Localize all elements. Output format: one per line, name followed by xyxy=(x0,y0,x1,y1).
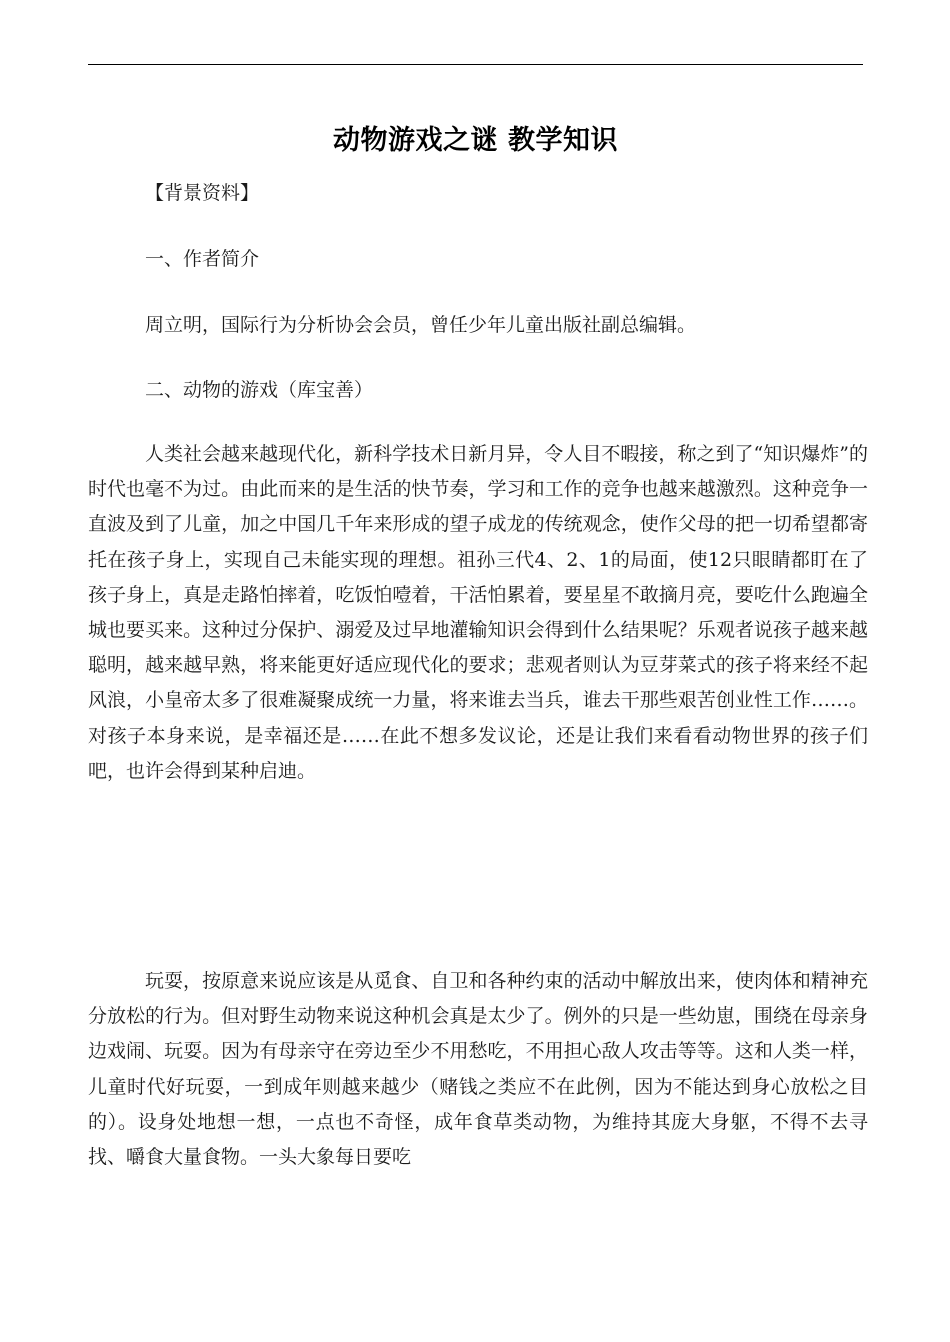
body-paragraph-1: 人类社会越来越现代化，新科学技术日新月异，令人目不暇接，称之到了“知识爆炸”的时代也毫不为过。由此而来的是生活的快节奏，学习和工作的竞争也越来越激烈。这种竞争一直波及到了儿童，加之中国几千年来形成的望子成龙的传统观念，使作父母的把一切希望都寄托在孩子身上，实现自己未能实现的理想。祖孙三代4、2、1的局面，使12只眼睛都盯在了孩子身上，真是走路怕摔着，吃饭怕噎着，干活怕累着，要星星不敢摘月亮，要吃什么跑遍全城也要买来。这种过分保护、溺爱及过早地灌输知识会得到什么结果呢？乐观者说孩子越来越聪明，越来越早熟，将来能更好适应现代化的要求；悲观者则认为豆芽菜式的孩子将来经不起风浪，小皇帝太多了很难凝聚成统一力量，将来谁去当兵，谁去干那些艰苦创业性工作……。对孩子本身来说，是幸福还是……在此不想多发议论，还是让我们来看看动物世界的孩子们吧，也许会得到某种启迪。 xyxy=(88,443,868,782)
section2-heading: 二、动物的游戏（库宝善） xyxy=(145,379,374,401)
background-heading: 【背景资料】 xyxy=(145,182,260,204)
body-paragraph-2: 玩耍，按原意来说应该是从觅食、自卫和各种约束的活动中解放出来，使肉体和精神充分放松的行为。但对野生动物来说这种机会真是太少了。例外的只是一些幼崽，围绕在母亲身边戏闹、玩耍。因为有母亲守在旁边至少不用愁吃，不用担心敌人攻击等等。这和人类一样，儿童时代好玩耍，一到成年则越来越少（赌钱之类应不在此例，因为不能达到身心放松之目的）。设身处地想一想，一点也不奇怪，成年食草类动物，为维持其庞大身躯，不得不去寻找、嚼食大量食物。一头大象每日要吃 xyxy=(88,970,868,1169)
document-title: 动物游戏之谜 教学知识 xyxy=(333,125,618,156)
author-intro: 周立明，国际行为分析协会会员，曾任少年儿童出版社副总编辑。 xyxy=(145,314,697,336)
header-rule xyxy=(88,64,863,65)
section1-heading: 一、作者简介 xyxy=(145,248,260,270)
